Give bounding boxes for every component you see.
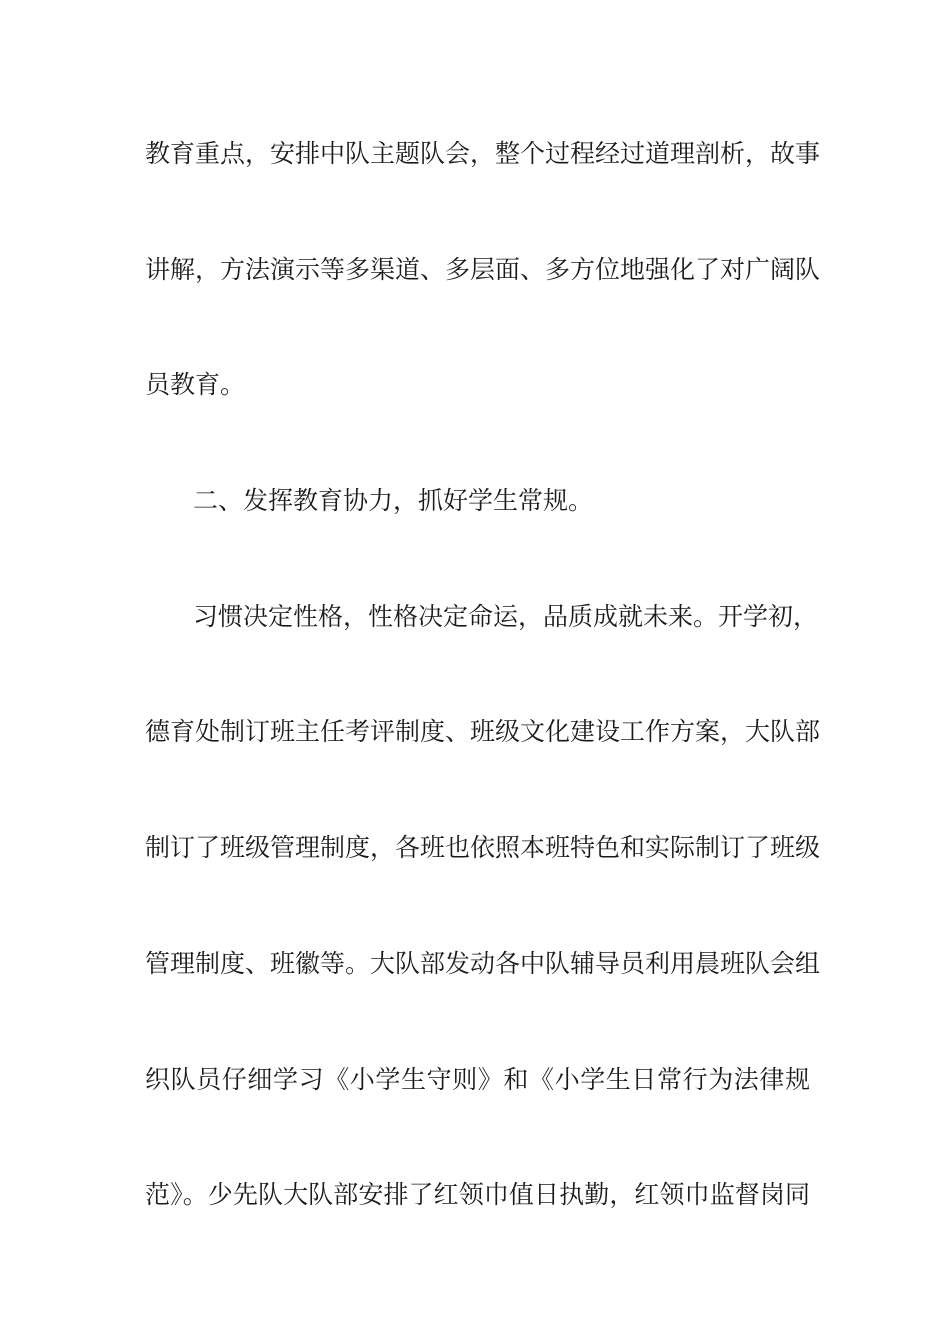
text-line: 管理制度、班徽等。大队部发动各中队辅导员利用晨班队会组 (145, 949, 821, 978)
text-line: 德育处制订班主任考评制度、班级文化建设工作方案，大队部 (145, 717, 821, 746)
text-line: 范》。少先队大队部安排了红领巾值日执勤，红领巾监督岗同 (145, 1180, 810, 1209)
text-line: 教育重点，安排中队主题队会，整个过程经过道理剖析，故事 (145, 139, 821, 168)
text-line: 制订了班级管理制度，各班也依照本班特色和实际制订了班级 (145, 833, 821, 862)
text-line: 织队员仔细学习《小学生守则》和《小学生日常行为法律规 (145, 1065, 810, 1094)
text-line: 习惯决定性格，性格决定命运，品质成就未来。开学初， (193, 602, 819, 631)
section-heading: 二、发挥教育协力，抓好学生常规。 (193, 486, 594, 515)
text-line: 讲解，方法演示等多渠道、多层面、多方位地强化了对广阔队 (145, 255, 821, 284)
text-line: 员教育。 (145, 370, 246, 399)
